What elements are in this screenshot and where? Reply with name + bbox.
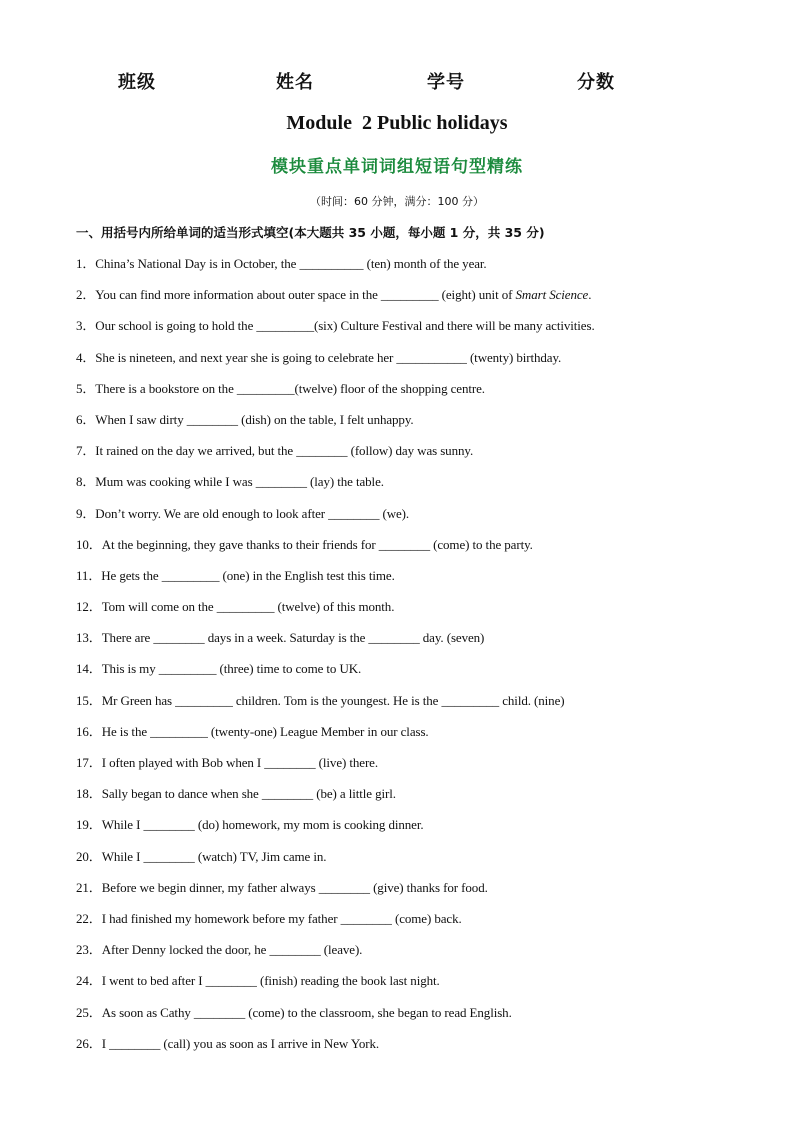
time-info: （时间：60 分钟，满分：100 分） — [310, 195, 484, 208]
question-list — [76, 256, 736, 1067]
question-item: 6．When I saw dirty ________ (dish) on the table, I felt unhappy. — [76, 411, 414, 427]
question-item: 9．Don’t worry. We are old enough to look after ________ (we). — [76, 505, 410, 521]
question-item: 15．Mr Green has _________ children. Tom is the youngest. He is the _________ child. (nine) — [76, 692, 565, 708]
section-title: 一、用括号内所给单词的适当形式填空(本大题共 35 小题，每小题 1 分，共 35 分) — [76, 225, 545, 240]
question-item: 21．Before we begin dinner, my father always ________ (give) thanks for food. — [76, 879, 488, 895]
question-item: 25．As soon as Cathy ________ (come) to the classroom, she began to read English. — [76, 1004, 512, 1020]
question-item: 5．There is a bookstore on the _________(twelve) floor of the shopping centre. — [76, 380, 485, 396]
question-item: 17．I often played with Bob when I ________ (live) there. — [76, 755, 378, 770]
question-item: 7．It rained on the day we arrived, but the ________ (follow) day was sunny. — [76, 443, 474, 459]
question-item: 22．I had finished my homework before my father ________ (come) back. — [76, 910, 462, 926]
question-item: 10．At the beginning, they gave thanks to their friends for ________ (come) to the party. — [76, 536, 533, 552]
page-subtitle: 模块重点单词词组短语句型精练 — [271, 157, 523, 177]
question-item: 23．After Denny locked the door, he ________ (leave). — [76, 942, 363, 958]
question-item: 3．Our school is going to hold the _________(six) Culture Festival and there will be many activities. — [76, 318, 595, 334]
question-item: 24．I went to bed after I ________ (finish) reading the book last night. — [76, 973, 440, 989]
class-label: 班级 — [118, 72, 156, 93]
question-item: 1．China’s National Day is in October, the __________ (ten) month of the year. — [76, 256, 487, 271]
question-item: 2．You can find more information about outer space in the _________ (eight) unit of Smart Science. — [76, 287, 592, 303]
question-item: 18．Sally began to dance when she ________ (be) a little girl. — [76, 786, 396, 802]
question-item: 11．He gets the _________ (one) in the English test this time. — [76, 567, 395, 583]
question-item: 14．This is my _________ (three) time to come to UK. — [76, 661, 362, 677]
student-info-row — [0, 68, 794, 96]
question-item: 13．There are ________ days in a week. Saturday is the ________ day. (seven) — [76, 630, 485, 646]
book-title: Smart Science — [515, 287, 589, 303]
question-item: 8．Mum was cooking while I was ________ (lay) the table. — [76, 474, 384, 490]
question-item: 12．Tom will come on the _________ (twelve) of this month. — [76, 599, 395, 615]
question-item: 26．I ________ (call) you as soon as I arrive in New York. — [76, 1035, 379, 1051]
student-id-label: 学号 — [427, 72, 465, 93]
name-label: 姓名 — [276, 72, 314, 93]
page-title: Module 2 Public holidays — [286, 112, 508, 134]
question-item: 20．While I ________ (watch) TV, Jim came in. — [76, 848, 327, 864]
question-item: 19．While I ________ (do) homework, my mom is cooking dinner. — [76, 817, 424, 833]
question-item: 4．She is nineteen, and next year she is going to celebrate her ___________ (twenty) birthday. — [76, 349, 562, 365]
score-label: 分数 — [577, 72, 615, 93]
question-item: 16．He is the _________ (twenty-one) League Member in our class. — [76, 723, 429, 739]
